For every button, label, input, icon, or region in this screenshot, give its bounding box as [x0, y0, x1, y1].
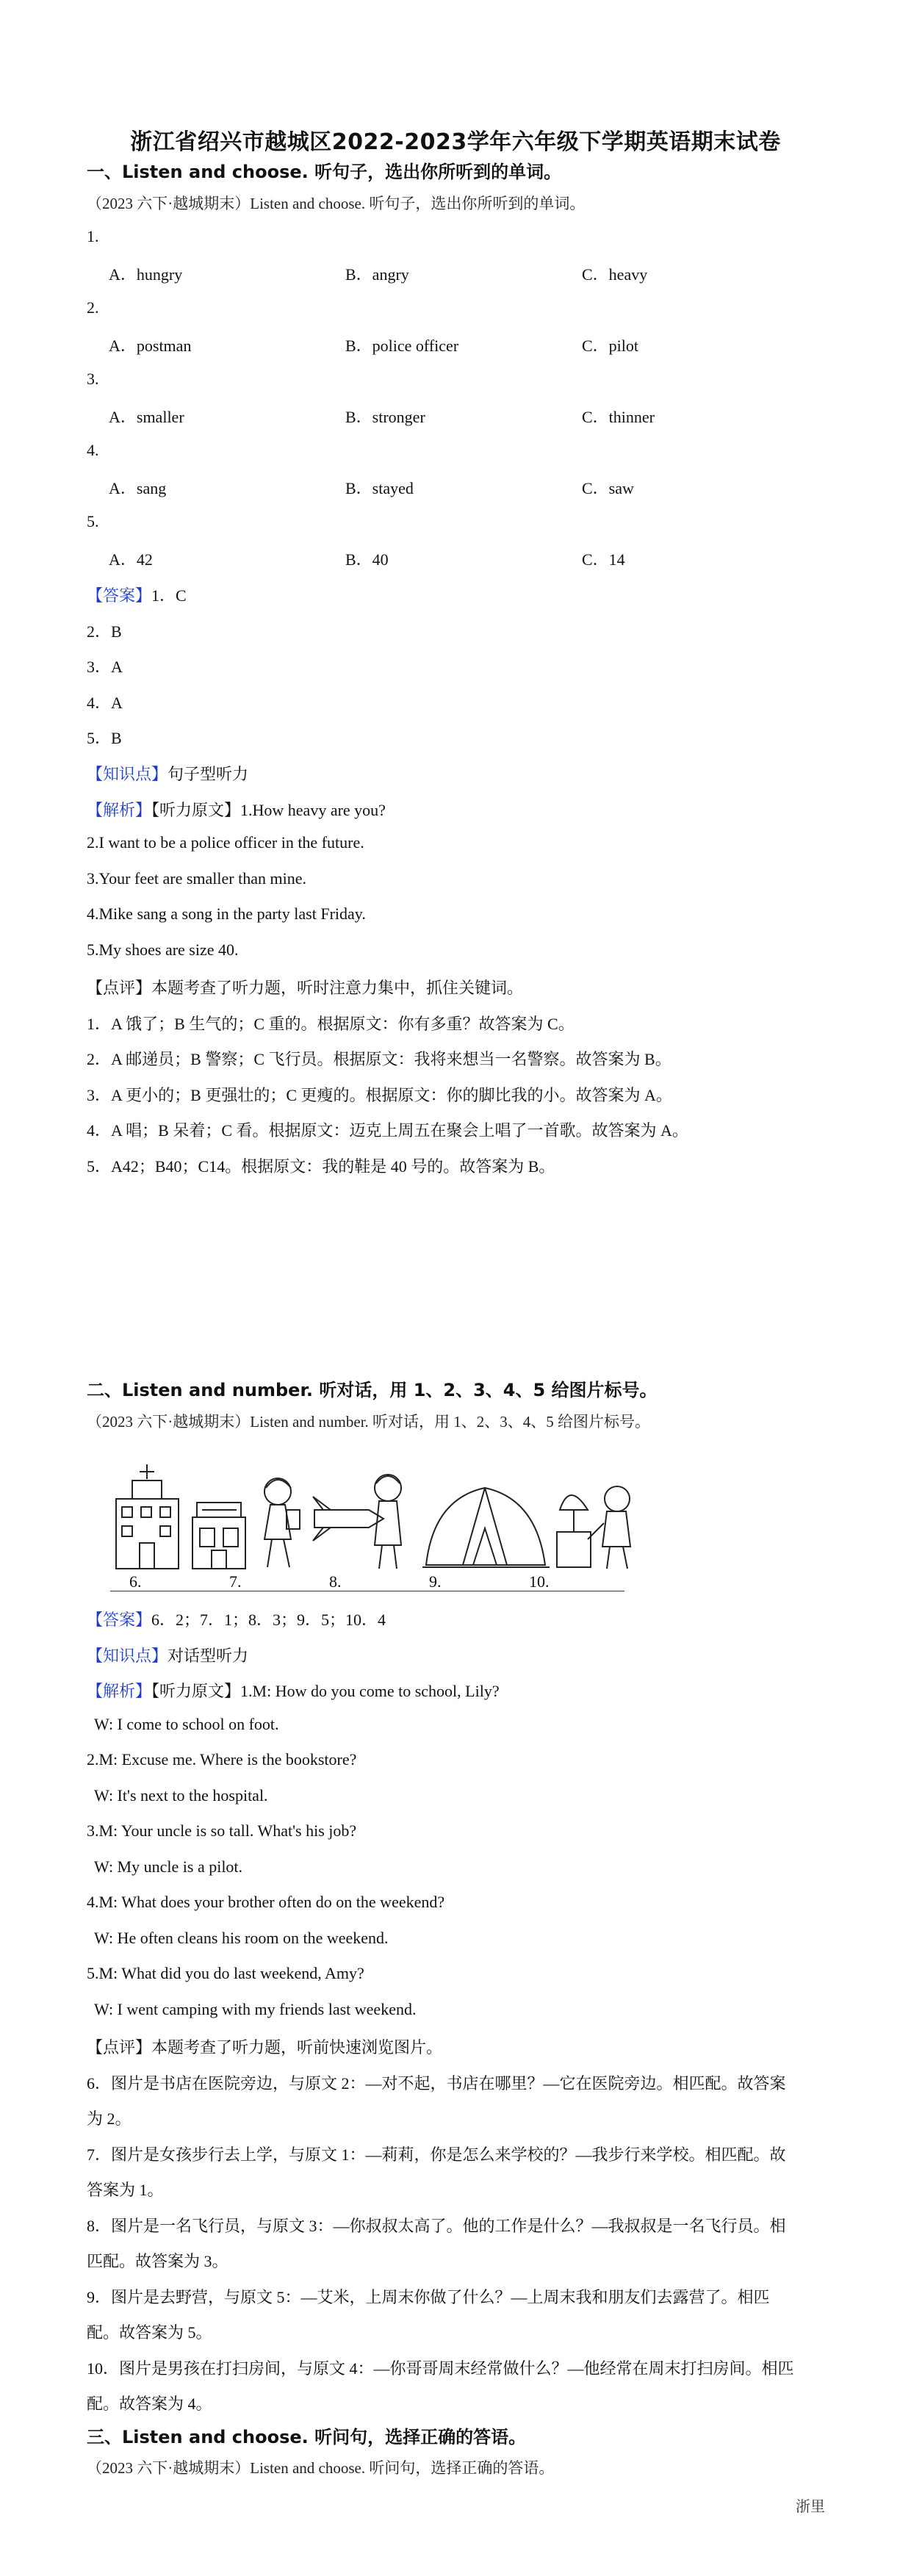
s1-explanation-5: 5．A42；B40；C14。根据原文：我的鞋是 40 号的。故答案为 B。: [87, 1157, 555, 1176]
q5-option-a: A．42: [109, 550, 153, 569]
dialogue-line-7: W: He often cleans his room on the weekend.: [94, 1929, 389, 1947]
s1-answer-line: [87, 583, 187, 606]
s2-explanation-7-line2: 答案为 1。: [87, 2181, 164, 2199]
bookstore-picture: [192, 1503, 245, 1569]
answer-2: 2．B: [87, 622, 122, 641]
transcript-line-5: 5.My shoes are size 40.: [87, 940, 239, 959]
dialogue-line-6: 4.M: What does your brother often do on the weekend?: [87, 1893, 445, 1911]
question-4-number: 4.: [87, 441, 99, 459]
s1-comment: 【点评】本题考查了听力题，听时注意力集中，抓住关键词。: [87, 979, 524, 997]
dialogue-line-4: 3.M: Your uncle is so tall. What's his job?: [87, 1821, 357, 1840]
s1-explanation-1: 1．A 饿了；B 生气的；C 重的。根据原文：你有多重？故答案为 C。: [87, 1015, 575, 1033]
girl-walking-picture: [264, 1478, 300, 1567]
question-3-number: 3.: [87, 370, 99, 388]
q2-option-a: A．postman: [109, 337, 192, 355]
q1-option-a: A．hungry: [109, 265, 183, 284]
pictures-illustration: [110, 1458, 647, 1576]
answer-3: 3．A: [87, 658, 123, 676]
section-3-source: （2023 六下·越城期末）Listen and choose. 听问句，选择正确的答语。: [87, 2459, 555, 2477]
knowledge-text: 句子型听力: [168, 765, 249, 783]
blank-6: 6.: [129, 1572, 142, 1591]
dialogue-line-5: W: My uncle is a pilot.: [94, 1857, 243, 1876]
knowledge-tag: 【知识点】: [87, 1647, 168, 1665]
section-2-source: （2023 六下·越城期末）Listen and number. 听对话，用 1、2、3、4、5 给图片标号。: [87, 1413, 651, 1431]
answer-tag: 【答案】: [87, 586, 152, 605]
q4-option-a: A．sang: [109, 479, 167, 497]
dialogue-line-8: 5.M: What did you do last weekend, Amy?: [87, 1964, 364, 1982]
hospital-picture: [116, 1464, 179, 1569]
s2-comment: 【点评】本题考查了听力题，听前快速浏览图片。: [87, 2038, 443, 2057]
analysis-tag: 【解析】: [87, 801, 152, 819]
q3-option-b: B．stronger: [345, 408, 425, 426]
dialogue-line-3: W: It's next to the hospital.: [94, 1786, 268, 1805]
s2-explanation-9-line2: 配。故答案为 5。: [87, 2323, 212, 2342]
analysis-text: 【听力原文】1.M: How do you come to school, Lily?: [151, 1682, 500, 1700]
transcript-line-2: 2.I want to be a police officer in the future.: [87, 833, 364, 852]
s1-explanation-4: 4．A 唱；B 呆着；C 看。根据原文：迈克上周五在聚会上唱了一首歌。故答案为 A。: [87, 1121, 688, 1140]
s1-analysis-line: [87, 798, 386, 821]
s2-analysis-line: [87, 1679, 500, 1702]
s2-explanation-7-line1: 7．图片是女孩步行去上学，与原文 1：—莉莉，你是怎么来学校的？—我步行来学校。相匹配。故: [87, 2145, 786, 2164]
q2-option-c: C．pilot: [582, 337, 639, 355]
analysis-text: 【听力原文】1.How heavy are you?: [151, 801, 386, 819]
blank-7: 7.: [229, 1572, 242, 1591]
q5-option-b: B．40: [345, 550, 389, 569]
answer-1: 1．C: [151, 586, 187, 605]
blank-9: 9.: [429, 1572, 442, 1591]
section-2-heading: 二、Listen and number. 听对话，用 1、2、3、4、5 给图片标号。: [87, 1380, 658, 1400]
question-5-number: 5.: [87, 512, 99, 530]
section-1-heading: 一、Listen and choose. 听句子，选出你所听到的单词。: [87, 162, 562, 182]
transcript-line-4: 4.Mike sang a song in the party last Friday.: [87, 904, 366, 923]
dialogue-line-9: W: I went camping with my friends last weekend.: [94, 2000, 417, 2018]
answer-tag: 【答案】: [87, 1611, 152, 1629]
dialogue-line-2: 2.M: Excuse me. Where is the bookstore?: [87, 1750, 357, 1769]
boy-cleaning-picture: [557, 1486, 630, 1569]
s2-explanation-6-line1: 6．图片是书店在医院旁边，与原文 2：—对不起，书店在哪里？—它在医院旁边。相匹配。故答案: [87, 2074, 786, 2093]
s1-explanation-3: 3．A 更小的；B 更强壮的；C 更瘦的。根据原文：你的脚比我的小。故答案为 A。: [87, 1086, 672, 1104]
blank-10: 10.: [529, 1572, 550, 1591]
q4-option-b: B．stayed: [345, 479, 414, 497]
pilot-picture: [313, 1475, 401, 1569]
s2-explanation-8-line1: 8．图片是一名飞行员，与原文 3：—你叔叔太高了。他的工作是什么？—我叔叔是一名飞行员。相: [87, 2217, 786, 2235]
question-1-number: 1.: [87, 227, 99, 245]
s2-explanation-10-line2: 配。故答案为 4。: [87, 2395, 212, 2413]
q5-option-c: C．14: [582, 550, 625, 569]
analysis-tag: 【解析】: [87, 1682, 152, 1700]
tent-picture: [422, 1488, 550, 1567]
knowledge-tag: 【知识点】: [87, 765, 168, 783]
page-title: 浙江省绍兴市越城区2022-2023学年六年级下学期英语期末试卷: [130, 129, 781, 155]
s2-explanation-8-line2: 匹配。故答案为 3。: [87, 2252, 228, 2270]
blank-8: 8.: [329, 1572, 342, 1591]
transcript-line-3: 3.Your feet are smaller than mine.: [87, 869, 306, 888]
s2-explanation-6-line2: 为 2。: [87, 2109, 132, 2128]
section-3-heading: 三、Listen and choose. 听问句，选择正确的答语。: [87, 2427, 527, 2447]
q3-option-a: A．smaller: [109, 408, 184, 426]
s2-knowledge-point: [87, 1644, 248, 1666]
s1-knowledge-point: [87, 762, 248, 785]
dialogue-line-1: W: I come to school on foot.: [94, 1715, 279, 1733]
s2-explanation-9-line1: 9．图片是去野营，与原文 5：—艾米，上周末你做了什么？—上周末我和朋友们去露营了。相匹: [87, 2288, 770, 2306]
s2-explanation-10-line1: 10．图片是男孩在打扫房间，与原文 4：—你哥哥周末经常做什么？—他经常在周末打扫房间。相匹: [87, 2359, 794, 2378]
q1-option-c: C．heavy: [582, 265, 648, 284]
s1-explanation-2: 2．A 邮递员；B 警察；C 飞行员。根据原文：我将来想当一名警察。故答案为 B。: [87, 1050, 671, 1068]
question-2-number: 2.: [87, 298, 99, 317]
q2-option-b: B．police officer: [345, 337, 459, 355]
section-1-source: （2023 六下·越城期末）Listen and choose. 听句子，选出你所听到的单词。: [87, 195, 586, 212]
answer-5: 5．B: [87, 729, 122, 747]
answer-text: 6．2；7．1；8．3；9．5；10．4: [151, 1611, 386, 1629]
q1-option-b: B．angry: [345, 265, 409, 284]
q3-option-c: C．thinner: [582, 408, 655, 426]
page-footer: 浙里: [796, 2499, 825, 2515]
s2-answer-line: [87, 1608, 386, 1630]
knowledge-text: 对话型听力: [168, 1647, 249, 1665]
answer-4: 4．A: [87, 694, 123, 712]
q4-option-c: C．saw: [582, 479, 634, 497]
